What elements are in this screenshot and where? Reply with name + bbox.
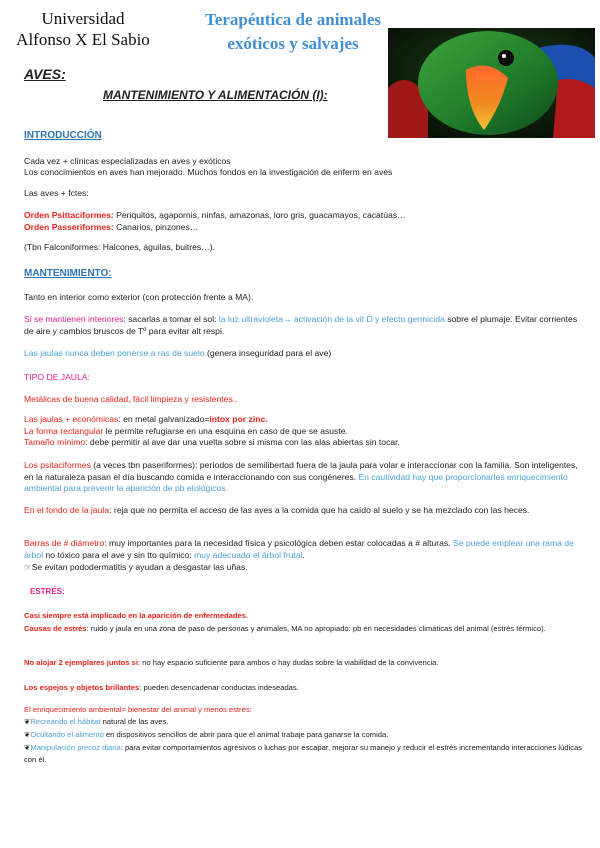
barras-d: no tóxico para el ave y sin tto químico: (43, 549, 195, 560)
mant-p2-d: sobre el plumaje. Evitar corrientes de aire y cambios bruscos de Tº para evitar alt respi. (24, 314, 578, 336)
mant-paragraph-2 (24, 314, 584, 337)
j3-a: Tamaño mínimo (24, 437, 86, 447)
psitaciformes-paragraph (24, 460, 584, 495)
page-title: AVES: (24, 66, 66, 82)
e1-end: . (246, 611, 249, 620)
enriq-bullet-1 (24, 716, 584, 728)
mantenimiento-heading: MANTENIMIENTO: (24, 268, 112, 279)
psi-c: En cautividad hay que proporcionarles enriquecimiento ambiental para prevenir la aparición de pb etológicos. (24, 471, 568, 493)
e1: Casi siempre está implicado en la aparición de enfermedades (24, 611, 246, 620)
b3-b: : para evitar comportamientos agresivos o luchas por escapar, mejorar su manejo y reducir el estrés incrementando interacciones lúdicas con él. (24, 743, 583, 764)
j1-c: intox por zinc. (209, 414, 268, 424)
estres-no-alojar (24, 657, 584, 669)
tipo-jaula-heading: TIPO DE JAULA: (24, 372, 90, 382)
mant-paragraph-3 (24, 348, 584, 360)
orden2-label: Orden Passeriformes: (24, 222, 114, 232)
e2-a: Causas de estrés (24, 624, 87, 633)
j3-b: : debe permitir al ave dar una vuelta sobre si misma con las alas abiertas sin tocar. (85, 437, 400, 447)
b1-b: natural de las aves. (100, 717, 169, 726)
psi-b: (a veces tbn paseriformes): períodos de semilibertad fuera de la jaula para volar e interaccionar con la familia. Son inteligentes, en la naturaleza pasan el día buscando comida e interaccionando con sus congéneres. (24, 460, 578, 482)
intro-line-1: Cada vez + clínicas especializadas en aves y exóticos (24, 156, 231, 166)
barras-c: Se puede emplear una rama de árbol (24, 538, 574, 560)
j1-a: Las jaulas + económicas (24, 414, 119, 424)
fondo-paragraph (24, 505, 584, 517)
e3-b: : no hay espacio suficiente para ambos o hay dudas sobre la viabilidad de la convivencia. (137, 658, 439, 667)
mant-p2-c: la luz ultravioleta→ activación de la vit D y efecto germicida (218, 314, 445, 324)
orden2-text: Canarios, pinzones… (113, 222, 199, 232)
e4-b: : pueden desencadenar conductas indeseadas. (139, 683, 299, 692)
orden-psittaciformes (24, 210, 584, 222)
university-line-2: Alfonso X El Sabio (16, 30, 150, 49)
metalicas-line: Metálicas de buena calidad, fácil limpieza y resistentes.. (24, 394, 238, 404)
intro-line-3: Las aves + fctes: (24, 188, 89, 198)
flower-bullet-icon: ❦ (24, 717, 31, 726)
mant-p2-a: Si se mantienen interiores (24, 314, 124, 324)
page-subtitle: MANTENIMIENTO Y ALIMENTACIÓN (I): (103, 88, 328, 102)
course-line-1: Terapéutica de animales (205, 10, 381, 29)
parrot-photo (388, 28, 595, 138)
b1-a: Recreando el hábitat (30, 717, 101, 726)
university-name (8, 8, 158, 50)
b3-a: Manipulación precoz diaria (30, 743, 121, 752)
intro-heading: INTRODUCCIÓN (24, 130, 102, 141)
jaula-line-2 (24, 426, 584, 438)
mant-line-1: Tanto en interior como exterior (con protección frente a MA). (24, 292, 254, 302)
estres-causas (24, 623, 584, 635)
estres-line-1 (24, 610, 584, 622)
estres-enriquecimiento: El enriquecimiento ambiental= bienestar del animal y menos estrés: (24, 705, 252, 714)
fondo-b: : reja que no permita el acceso de las aves a la comida que ha caído al suelo y se ha mezclado con las heces. (109, 505, 530, 515)
intro-line-4: (Tbn Falconiformes: Halcones, águilas, buitres…). (24, 242, 216, 252)
barras-e: muy adecuado el árbol frutal (194, 549, 303, 560)
barras-note: ☞Se evitan pododermatitis y ayudan a desgastar las uñas. (24, 562, 248, 572)
e4-a: Los espejos y objetos brillantes (24, 683, 140, 692)
estres-espejos (24, 682, 584, 694)
e2-b: : ruido y jaula en una zona de paso de personas y animales, MA no apropiado: pb en necesidades climáticas del animal (estrés térmico). (86, 624, 546, 633)
j1-b: : en metal galvanizado= (118, 414, 210, 424)
j2-a: La forma rectangular (24, 426, 104, 436)
enriq-bullet-2 (24, 729, 584, 741)
orden1-label: Orden Psittaciformes: (24, 210, 114, 220)
mant-p2-b: : sacarlas a tomar el sol: (123, 314, 219, 324)
mant-p3-b: (genera inseguridad para el ave) (204, 348, 332, 358)
jaula-line-3 (24, 437, 584, 449)
enriq-bullet-3 (24, 742, 584, 766)
b2-b: en dispositivos sencillos de abrir para que el animal trabaje para ganarse la comida. (103, 730, 389, 739)
course-title (168, 8, 418, 56)
barras-b: : muy importantes para la necesidad física y psicológica deben estar colocadas a # alturas. (104, 538, 453, 548)
psi-a: Los psitaciformes (24, 460, 91, 470)
flower-bullet-icon: ❦ (24, 743, 31, 752)
orden-passeriformes (24, 222, 584, 234)
barras-a: Barras de # diámetro (24, 538, 105, 548)
jaula-line-1 (24, 414, 584, 426)
flower-bullet-icon: ❦ (24, 730, 31, 739)
barras-paragraph (24, 538, 584, 561)
estres-heading: ESTRÉS: (30, 587, 65, 596)
fondo-a: En el fondo de la jaula (24, 505, 110, 515)
course-line-2: exóticos y salvajes (227, 34, 359, 53)
e3-a: No alojar 2 ejemplares juntos si (24, 658, 138, 667)
intro-line-2: Los conocimientos en aves han mejorado. Muchos fondos en la investigación de enferm en aves (24, 167, 393, 177)
barras-f: . (302, 549, 305, 560)
b2-a: Ocultando el alimento (30, 730, 104, 739)
university-line-1: Universidad (41, 9, 125, 28)
j2-b: le permite refugiarse en una esquina en caso de que se asuste. (103, 426, 348, 436)
orden1-text: Periquitos, agapornis, ninfas, amazonas, loro gris, guacamayos, cacatúas… (113, 210, 406, 220)
mant-p3-a: Las jaulas nunca deben ponerse a ras de suelo (24, 348, 205, 358)
parrot-illustration (388, 28, 595, 138)
